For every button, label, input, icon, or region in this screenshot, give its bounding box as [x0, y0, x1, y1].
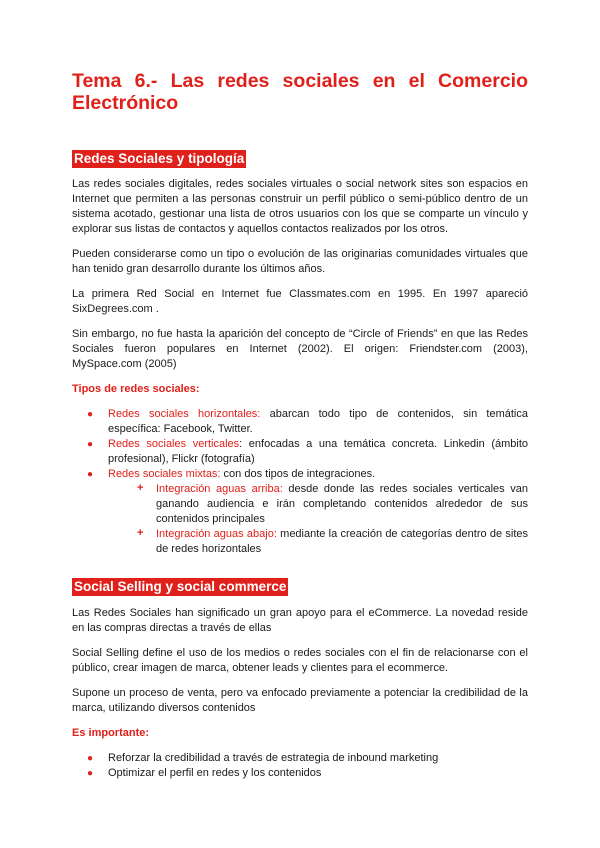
section-heading-social-selling: Social Selling y social commerce — [74, 579, 287, 594]
list-item-desc: abarcan todo tipo de contenidos, sin temática específica: Facebook, Twitter. — [108, 408, 528, 435]
list-item-term: Redes sociales mixtas: — [108, 468, 221, 480]
list-item-term: Integración aguas arriba: — [156, 483, 283, 495]
list-item — [87, 766, 528, 781]
important-list — [72, 751, 528, 781]
document-content — [72, 70, 528, 781]
paragraph: Social Selling define el uso de los medios o redes sociales con el fin de relacionarse con el público, crear imagen de marca, obtener leads y clientes para el ecommerce. — [72, 647, 528, 674]
list-item — [87, 437, 528, 467]
bullet-icon: ● — [87, 753, 94, 764]
list-item-desc: con dos tipos de integraciones. — [220, 468, 376, 480]
integrations-list — [132, 482, 528, 557]
list-item-text: Reforzar la credibilidad a través de estrategia de inbound marketing — [108, 752, 439, 764]
bullet-icon: ● — [87, 469, 94, 480]
page-title: Tema 6.- Las redes sociales en el Comercio Electrónico — [72, 70, 528, 114]
list-item — [87, 751, 528, 766]
list-item — [137, 482, 528, 527]
paragraph: Pueden considerarse como un tipo o evolución de las originarias comunidades virtuales que han tenido gran desarrollo durante los últimos años. — [72, 248, 528, 275]
important-heading: Es importante: — [72, 727, 150, 739]
list-item-term: Redes sociales verticales — [108, 438, 240, 450]
list-item — [137, 527, 528, 557]
paragraph: Las Redes Sociales han significado un gran apoyo para el eCommerce. La novedad reside en las compras directas a través de ellas — [72, 607, 528, 634]
section-heading-redes: Redes Sociales y tipología — [74, 151, 245, 166]
section-heading-wrap — [72, 578, 528, 596]
list-item-term: Redes sociales horizontales: — [108, 408, 261, 420]
list-item-desc: desde donde las redes sociales verticales van ganando audiencia e irán completando contenidos alrededor de sus contenidos principales — [156, 483, 528, 525]
list-item-term: Integración aguas abajo: — [156, 528, 277, 540]
section-heading-wrap — [72, 150, 528, 168]
bullet-icon: ● — [87, 409, 94, 420]
paragraph: La primera Red Social en Internet fue Classmates.com en 1995. En 1997 apareció SixDegrees.com . — [72, 288, 528, 315]
types-list — [72, 407, 528, 557]
bullet-icon: ● — [87, 439, 94, 450]
paragraph: Supone un proceso de venta, pero va enfocado previamente a potenciar la credibilidad de la marca, utilizando diversos contenidos — [72, 687, 528, 714]
plus-bullet-icon: + — [137, 527, 144, 539]
list-item — [87, 467, 528, 557]
paragraph: Las redes sociales digitales, redes sociales virtuales o social network sites son espacios en Internet que permiten a las personas construir un perfil público o semi-público dentro de un sistema acotado, gestionar una lista de otros usuarios con los que se comparte un vínculo y explorar sus listas de contactos y aquellos contactos realizados por los otros. — [72, 178, 528, 235]
paragraph: Sin embargo, no fue hasta la aparición del concepto de “Circle of Friends” en que las Redes Sociales fueron populares en Internet (2002). El origen: Friendster.com (2003), MySpace.com (2005) — [72, 328, 528, 370]
list-item-desc: : enfocadas a una temática concreta. Linkedin (ámbito profesional), Flickr (fotografía) — [108, 438, 528, 465]
types-heading: Tipos de redes sociales: — [72, 383, 200, 395]
list-item — [87, 407, 528, 437]
plus-bullet-icon: + — [137, 482, 144, 494]
list-item-desc: mediante la creación de categorías dentro de sites de redes horizontales — [156, 528, 528, 555]
bullet-icon: ● — [87, 768, 94, 779]
list-item-text: Optimizar el perfil en redes y los contenidos — [108, 767, 322, 779]
